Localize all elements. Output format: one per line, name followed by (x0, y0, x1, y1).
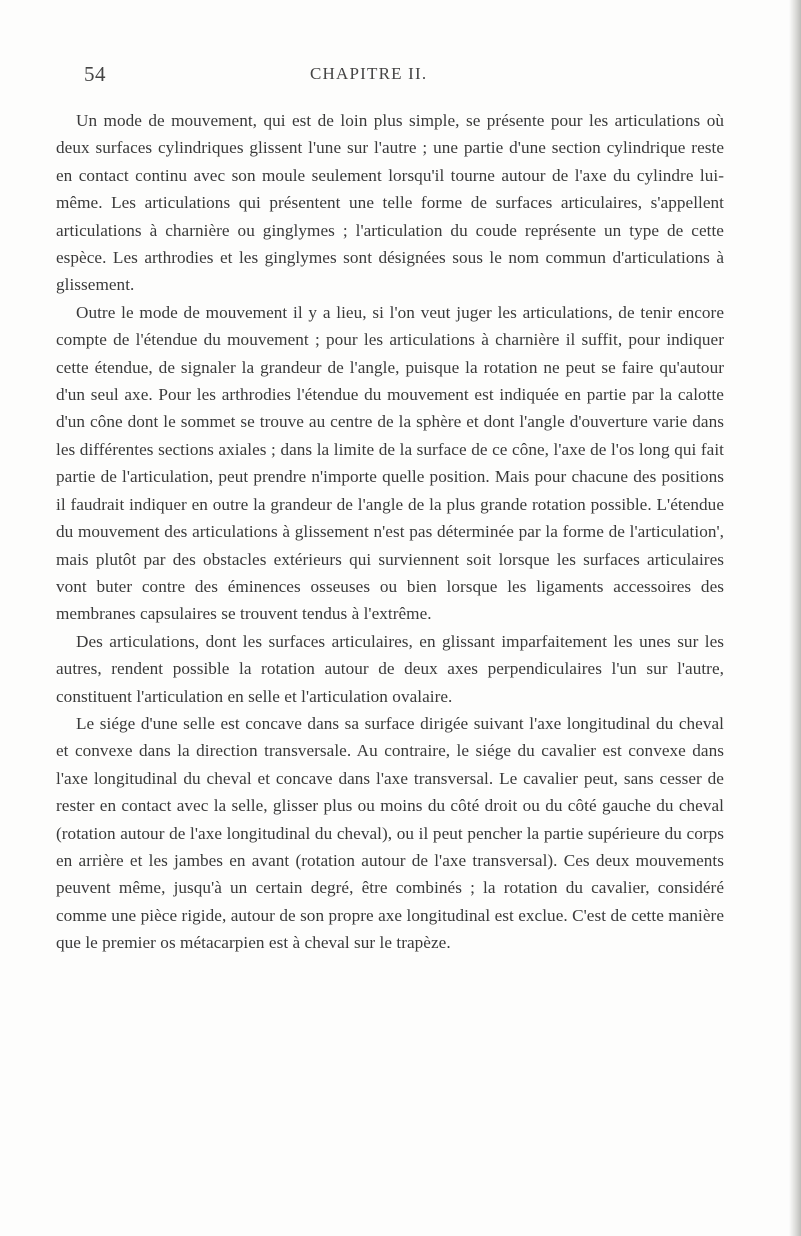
paragraph-3: Des articulations, dont les surfaces articulaires, en glissant imparfaitement les unes sur les autres, rendent possible la rotation autour de deux axes perpendiculaires l'un sur l'autre, constituent l'articulation en selle et l'articulation ovalaire. (56, 631, 724, 706)
running-head (84, 62, 724, 92)
chapter-title: CHAPITRE II. (310, 64, 428, 83)
page-edge-shadow (789, 0, 801, 1236)
paragraph-4: Le siége d'une selle est concave dans sa surface dirigée suivant l'axe longitudinal du cheval et convexe dans la direction transversale. Au contraire, le siége du cavalier est convexe dans l'axe longitudinal du cheval et concave dans l'axe transversal. Le cavalier peut, sans cesser de rester en contact avec la selle, glisser plus ou moins du côté droit ou du côté gauche du cheval (rotation autour de l'axe longitudinal du cheval), ou il peut pencher la partie supérieure du corps en arrière et les jambes en avant (rotation autour de l'axe transversal). Ces deux mouvements peuvent même, jusqu'à un certain degré, être combinés ; la rotation du cavalier, considéré comme une pièce rigide, autour de son propre axe longitudinal est exclue. C'est de cette manière que le premier os métacarpien est à cheval sur le trapèze. (56, 713, 724, 953)
page-number: 54 (84, 62, 106, 86)
body-text (56, 107, 724, 957)
paragraph-1: Un mode de mouvement, qui est de loin plus simple, se présente pour les articulations où deux surfaces cylindriques glissent l'une sur l'autre ; une partie d'une section cylindrique reste en contact continu avec son moule seulement lorsqu'il tourne autour de l'axe du cylindre lui-même. Les articulations qui présentent une telle forme de surfaces articulaires, s'appellent articulations à charnière ou ginglymes ; l'articulation du coude représente un type de cette espèce. Les arthrodies et les ginglymes sont désignées sous le nom commun d'articulations à glissement. (56, 111, 724, 295)
paragraph-2: Outre le mode de mouvement il y a lieu, si l'on veut juger les articulations, de tenir encore compte de l'étendue du mouvement ; pour les articulations à charnière il suffit, pour indiquer cette étendue, de signaler la grandeur de l'angle, puisque la rotation ne peut se faire qu'autour d'un seul axe. Pour les arthrodies l'étendue du mouvement est indiquée en partie par la calotte d'un cône dont le sommet se trouve au centre de la sphère et dont l'angle d'ouverture varie dans les différentes sections axiales ; dans la limite de la surface de ce cône, l'axe de l'os long qui fait partie de l'articulation, peut prendre n'importe quelle position. Mais pour chacune des positions il faudrait indiquer en outre la grandeur de l'angle de la plus grande rotation possible. L'étendue du mouvement des articulations à glissement n'est pas déterminée par la forme de l'articulation', mais plutôt par des obstacles extérieurs qui surviennent soit lorsque les surfaces articulaires vont buter contre des éminences osseuses ou bien lorsque les ligaments accessoires des membranes capsulaires se trouvent tendus à l'extrême. (56, 302, 724, 624)
